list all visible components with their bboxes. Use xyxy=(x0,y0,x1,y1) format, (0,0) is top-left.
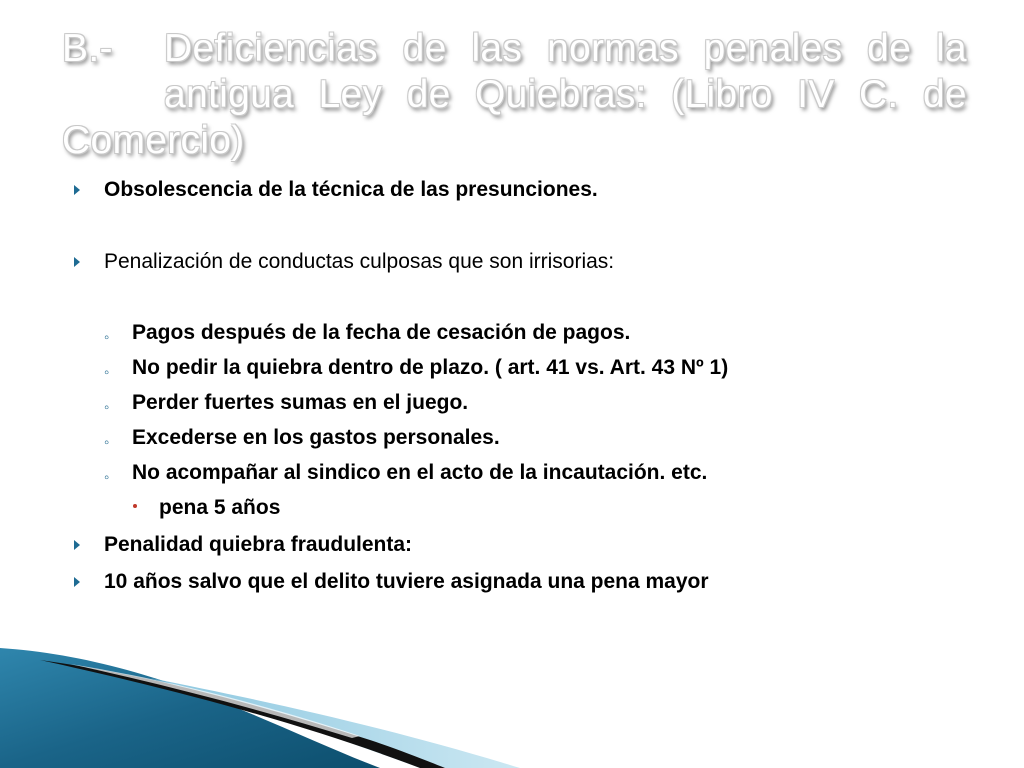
title-word: las xyxy=(471,27,523,70)
title-word: de xyxy=(406,73,451,116)
list-item-text: 10 años salvo que el delito tuviere asignada una pena mayor xyxy=(104,570,709,593)
list-item-text: Obsolescencia de la técnica de las presunciones. xyxy=(104,178,598,201)
title-number: B.- xyxy=(62,27,113,70)
title-word: de xyxy=(922,73,967,116)
title-word: Quiebras: xyxy=(475,73,647,116)
list-item-text: No pedir la quiebra dentro de plazo. ( art. 41 vs. Art. 43 Nº 1) xyxy=(132,356,729,379)
title-word: C. xyxy=(858,73,899,116)
title-word: de xyxy=(402,27,447,70)
list-item-text: Perder fuertes sumas en el juego. xyxy=(132,391,469,414)
ring-bullet-icon: ◦ xyxy=(104,364,110,381)
list-item-text: pena 5 años xyxy=(159,496,281,519)
list-item-text: Pagos después de la fecha de cesación de pagos. xyxy=(132,321,631,344)
title-word: Deficiencias xyxy=(164,27,378,70)
title-word: IV xyxy=(797,73,835,116)
title-word: penales xyxy=(703,27,843,70)
title-word: normas xyxy=(547,27,679,70)
title-word: (Libro xyxy=(671,73,773,116)
ring-bullet-icon: ◦ xyxy=(104,434,110,451)
list-item-text: No acompañar al sindico en el acto de la incautación. etc. xyxy=(132,461,708,484)
title-word: Ley xyxy=(318,73,383,116)
list-item-text: Penalidad quiebra fraudulenta: xyxy=(104,533,413,556)
ring-bullet-icon: ◦ xyxy=(104,329,110,346)
ring-bullet-icon: ◦ xyxy=(104,469,110,486)
list-item-text: Penalización de conductas culposas que son irrisorias: xyxy=(104,250,615,273)
title-word: de xyxy=(867,27,912,70)
title-word: antigua xyxy=(164,73,295,116)
title-word: la xyxy=(935,27,967,70)
list-item-text: Excederse en los gastos personales. xyxy=(132,426,500,449)
ring-bullet-icon: ◦ xyxy=(104,399,110,416)
title-line-3: Comercio) xyxy=(62,119,245,162)
wave-shape-blue xyxy=(0,648,380,768)
